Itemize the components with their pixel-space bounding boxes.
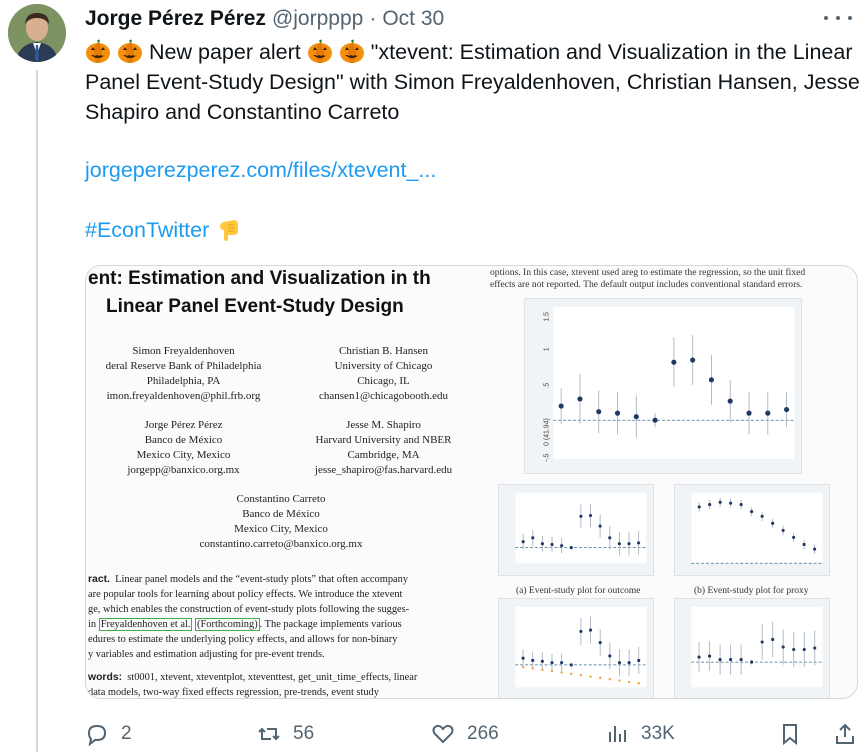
reply-count: 2 xyxy=(121,723,132,744)
like-button[interactable] xyxy=(431,719,499,749)
data-point xyxy=(690,357,695,362)
data-point xyxy=(589,514,592,517)
author-line: Jorge Pérez Pérez xyxy=(144,419,223,431)
author-line: jorgepp@banxico.org.mx xyxy=(127,464,240,476)
caption-outcome: (a) Event-study plot for outcome xyxy=(516,586,641,596)
author-line: Chicago, IL xyxy=(357,375,410,387)
data-point xyxy=(550,661,553,664)
trend-point xyxy=(599,677,601,679)
data-point xyxy=(803,543,806,546)
trend-point xyxy=(551,670,553,672)
tweet-text-main: New paper alert xyxy=(149,40,301,64)
data-point xyxy=(771,638,774,641)
views-count: 33K xyxy=(641,723,675,744)
author-handle[interactable]: @jorpppp xyxy=(271,7,364,30)
tweet-date[interactable]: Oct 30 xyxy=(382,7,445,30)
data-point xyxy=(627,542,630,545)
author-line: Banco de México xyxy=(242,508,320,520)
retweet-button[interactable] xyxy=(257,719,314,749)
author-line: Constantino Carreto xyxy=(236,493,326,505)
paper-author xyxy=(166,492,396,552)
data-point xyxy=(671,360,676,365)
data-point xyxy=(560,544,563,547)
author-line: chansen1@chicagobooth.edu xyxy=(319,390,448,402)
separator: · xyxy=(369,7,377,30)
paper-title-line1: ent: Estimation and Visualization in th xyxy=(88,268,431,289)
data-point xyxy=(813,548,816,551)
abstract-line: y variables and estimation adjusting for pre-event trends. xyxy=(88,649,325,660)
data-point xyxy=(531,659,534,662)
citation-link: (Forthcoming) xyxy=(197,619,258,630)
paper-author xyxy=(286,418,481,478)
abstract-line: . The package implements various xyxy=(259,619,402,630)
author-line: Cambridge, MA xyxy=(347,449,420,461)
data-point xyxy=(522,540,525,543)
data-point xyxy=(550,543,553,546)
data-point xyxy=(634,414,639,419)
data-point xyxy=(577,396,582,401)
data-point xyxy=(579,515,582,518)
data-point xyxy=(615,411,620,416)
author-line: constantino.carreto@banxico.org.mx xyxy=(199,538,363,550)
pumpkin-icon xyxy=(307,38,333,64)
abstract-line: edures to estimate the underlying policy effects, and allows for non-binary xyxy=(88,634,398,645)
bookmark-icon xyxy=(778,722,802,746)
keywords-line: st0001, xtevent, xteventplot, xteventtest, get_unit_time_effects, linear xyxy=(127,672,418,683)
y-tick-label: 1 xyxy=(543,347,551,352)
hashtag-row xyxy=(85,217,241,243)
data-point xyxy=(560,661,563,664)
event-study-plot-outcome-svg xyxy=(499,485,653,575)
retweet-icon xyxy=(257,722,281,746)
paper-first-page xyxy=(86,266,481,699)
data-point xyxy=(653,418,658,423)
data-point xyxy=(570,546,573,549)
share-icon xyxy=(833,722,857,746)
retweet-count: 56 xyxy=(293,723,315,744)
hashtag-econtwitter[interactable]: #EconTwitter xyxy=(85,217,210,242)
data-point xyxy=(761,515,764,518)
data-point xyxy=(599,641,602,644)
abstract-line: Linear panel models and the “event-study plots” that often accompany xyxy=(115,574,409,585)
data-point xyxy=(628,661,631,664)
data-point xyxy=(792,648,795,651)
data-point xyxy=(784,407,789,412)
abstract-line: ge, which enables the construction of event-study plots following the sugges- xyxy=(88,604,410,615)
like-count: 266 xyxy=(467,723,499,744)
event-study-plot-proxy-2 xyxy=(674,598,830,699)
data-point xyxy=(608,536,611,539)
abstract-line: in xyxy=(88,619,97,630)
author-name[interactable]: Jorge Pérez Pérez xyxy=(85,7,266,30)
body-line: effects are not reported. The default output includes conventional standard errors. xyxy=(490,279,803,290)
caption-proxy: (b) Event-study plot for proxy xyxy=(694,586,809,596)
data-point xyxy=(746,411,751,416)
data-point xyxy=(708,655,711,658)
event-study-plot-main xyxy=(524,298,802,474)
author-line: Philadelphia, PA xyxy=(146,375,221,387)
data-point xyxy=(740,658,743,661)
author-line: jesse_shapiro@fas.harvard.edu xyxy=(314,464,453,476)
data-point xyxy=(697,656,700,659)
abstract-label: ract. xyxy=(88,574,110,585)
keywords-label: words: xyxy=(88,672,123,683)
data-point xyxy=(771,522,774,525)
data-point xyxy=(708,503,711,506)
citation-link: Freyaldenhoven et al. xyxy=(100,619,191,630)
event-study-plot-main-svg xyxy=(525,299,801,473)
data-point xyxy=(719,658,722,661)
trend-point xyxy=(570,673,572,675)
data-point xyxy=(521,657,524,660)
views-chart-icon xyxy=(605,722,629,746)
bookmark-button[interactable] xyxy=(778,719,814,749)
trend-point xyxy=(589,675,591,677)
author-line: Simon Freyaldenhoven xyxy=(132,345,235,357)
paper-author xyxy=(86,418,281,478)
data-point xyxy=(531,536,534,539)
data-point xyxy=(719,501,722,504)
tweet-header xyxy=(85,6,444,32)
data-point xyxy=(579,630,582,633)
keywords-line: data models, two-way fixed effects regression, pre-trends, event study xyxy=(88,687,379,698)
event-study-plot-proxy xyxy=(674,484,830,576)
plot-area xyxy=(691,493,822,563)
paper-author xyxy=(286,344,481,404)
share-button[interactable] xyxy=(833,719,866,749)
data-point xyxy=(599,525,602,528)
author-line: Mexico City, Mexico xyxy=(136,449,231,461)
author-line: Banco de México xyxy=(144,434,223,446)
paper-abstract xyxy=(88,572,478,699)
event-study-plot-outcome xyxy=(498,484,654,576)
paper-image[interactable] xyxy=(85,265,858,699)
data-point xyxy=(559,403,564,408)
avatar-image xyxy=(8,4,66,62)
data-point xyxy=(618,542,621,545)
trend-point xyxy=(541,669,543,671)
data-point xyxy=(589,628,592,631)
more-options-icon[interactable] xyxy=(824,8,852,28)
tweet-text xyxy=(85,37,860,127)
data-point xyxy=(596,409,601,414)
data-point xyxy=(570,663,573,666)
trend-point xyxy=(580,674,582,676)
pumpkin-icon xyxy=(117,38,143,64)
data-point xyxy=(765,411,770,416)
y-tick-label: 0 (41.94) xyxy=(543,418,551,446)
trend-point xyxy=(532,667,534,669)
author-line: imon.freyaldenhoven@phil.frb.org xyxy=(106,390,261,402)
data-point xyxy=(750,510,753,513)
y-tick-label: 1.5 xyxy=(543,312,551,322)
trend-point xyxy=(560,671,562,673)
data-point xyxy=(729,658,732,661)
abstract-line: are popular tools for learning about policy effects. We introduce the xtevent xyxy=(88,589,403,600)
pumpkin-icon xyxy=(85,38,111,64)
plot-area xyxy=(691,607,822,687)
data-point xyxy=(782,529,785,532)
avatar[interactable] xyxy=(8,4,66,62)
body-line: options. In this case, xtevent used areg to estimate the regression, so the unit fixed xyxy=(490,267,806,278)
author-line: Christian B. Hansen xyxy=(339,345,428,357)
data-point xyxy=(728,399,733,404)
data-point xyxy=(541,660,544,663)
paper-figures-page xyxy=(484,266,858,699)
event-study-plot-outcome-2 xyxy=(498,598,654,699)
tweet-text-quote: "xtevent: Estimation and Visualization in the Linear Panel Event-Study Design" with Simon Freyaldenhoven, Christian Hansen, Jesse Shapiro and Constantino Carreto xyxy=(85,40,860,124)
data-point xyxy=(782,645,785,648)
data-point xyxy=(813,646,816,649)
author-line: Mexico City, Mexico xyxy=(234,523,328,535)
data-point xyxy=(698,505,701,508)
author-line: deral Reserve Bank of Philadelphia xyxy=(105,360,262,372)
y-tick-label: -.5 xyxy=(543,453,551,462)
data-point xyxy=(637,541,640,544)
data-point xyxy=(618,661,621,664)
y-tick-label: .5 xyxy=(543,382,551,389)
reply-button[interactable] xyxy=(85,719,132,749)
paper-title-line2: Linear Panel Event-Study Design xyxy=(106,296,404,317)
action-bar xyxy=(85,719,860,749)
author-line: Harvard University and NBER xyxy=(315,434,452,446)
paper-link[interactable]: jorgeperezperez.com/files/xtevent_... xyxy=(85,158,437,182)
data-point xyxy=(761,640,764,643)
paper-body-text xyxy=(490,267,805,291)
trend-point xyxy=(618,679,620,681)
thread-line xyxy=(36,70,38,752)
paper-author xyxy=(86,344,281,404)
author-line: University of Chicago xyxy=(334,360,433,372)
trend-point xyxy=(609,678,611,680)
trend-point xyxy=(638,682,640,684)
data-point xyxy=(608,654,611,657)
trend-point xyxy=(628,681,630,683)
pumpkin-icon xyxy=(339,38,365,64)
event-study-plot-proxy-2-svg xyxy=(675,599,829,699)
data-point xyxy=(541,542,544,545)
reply-icon xyxy=(85,722,109,746)
data-point xyxy=(740,503,743,506)
event-study-plot-proxy-svg xyxy=(675,485,829,575)
trend-point xyxy=(522,666,524,668)
views-button[interactable] xyxy=(605,719,675,749)
data-point xyxy=(709,377,714,382)
data-point xyxy=(803,648,806,651)
author-line: Jesse M. Shapiro xyxy=(346,419,421,431)
data-point xyxy=(637,659,640,662)
data-point xyxy=(750,661,753,664)
event-study-plot-outcome-2-svg xyxy=(499,599,653,699)
data-point xyxy=(792,536,795,539)
pointing-down-icon xyxy=(217,217,241,243)
data-point xyxy=(729,502,732,505)
heart-icon xyxy=(431,722,455,746)
